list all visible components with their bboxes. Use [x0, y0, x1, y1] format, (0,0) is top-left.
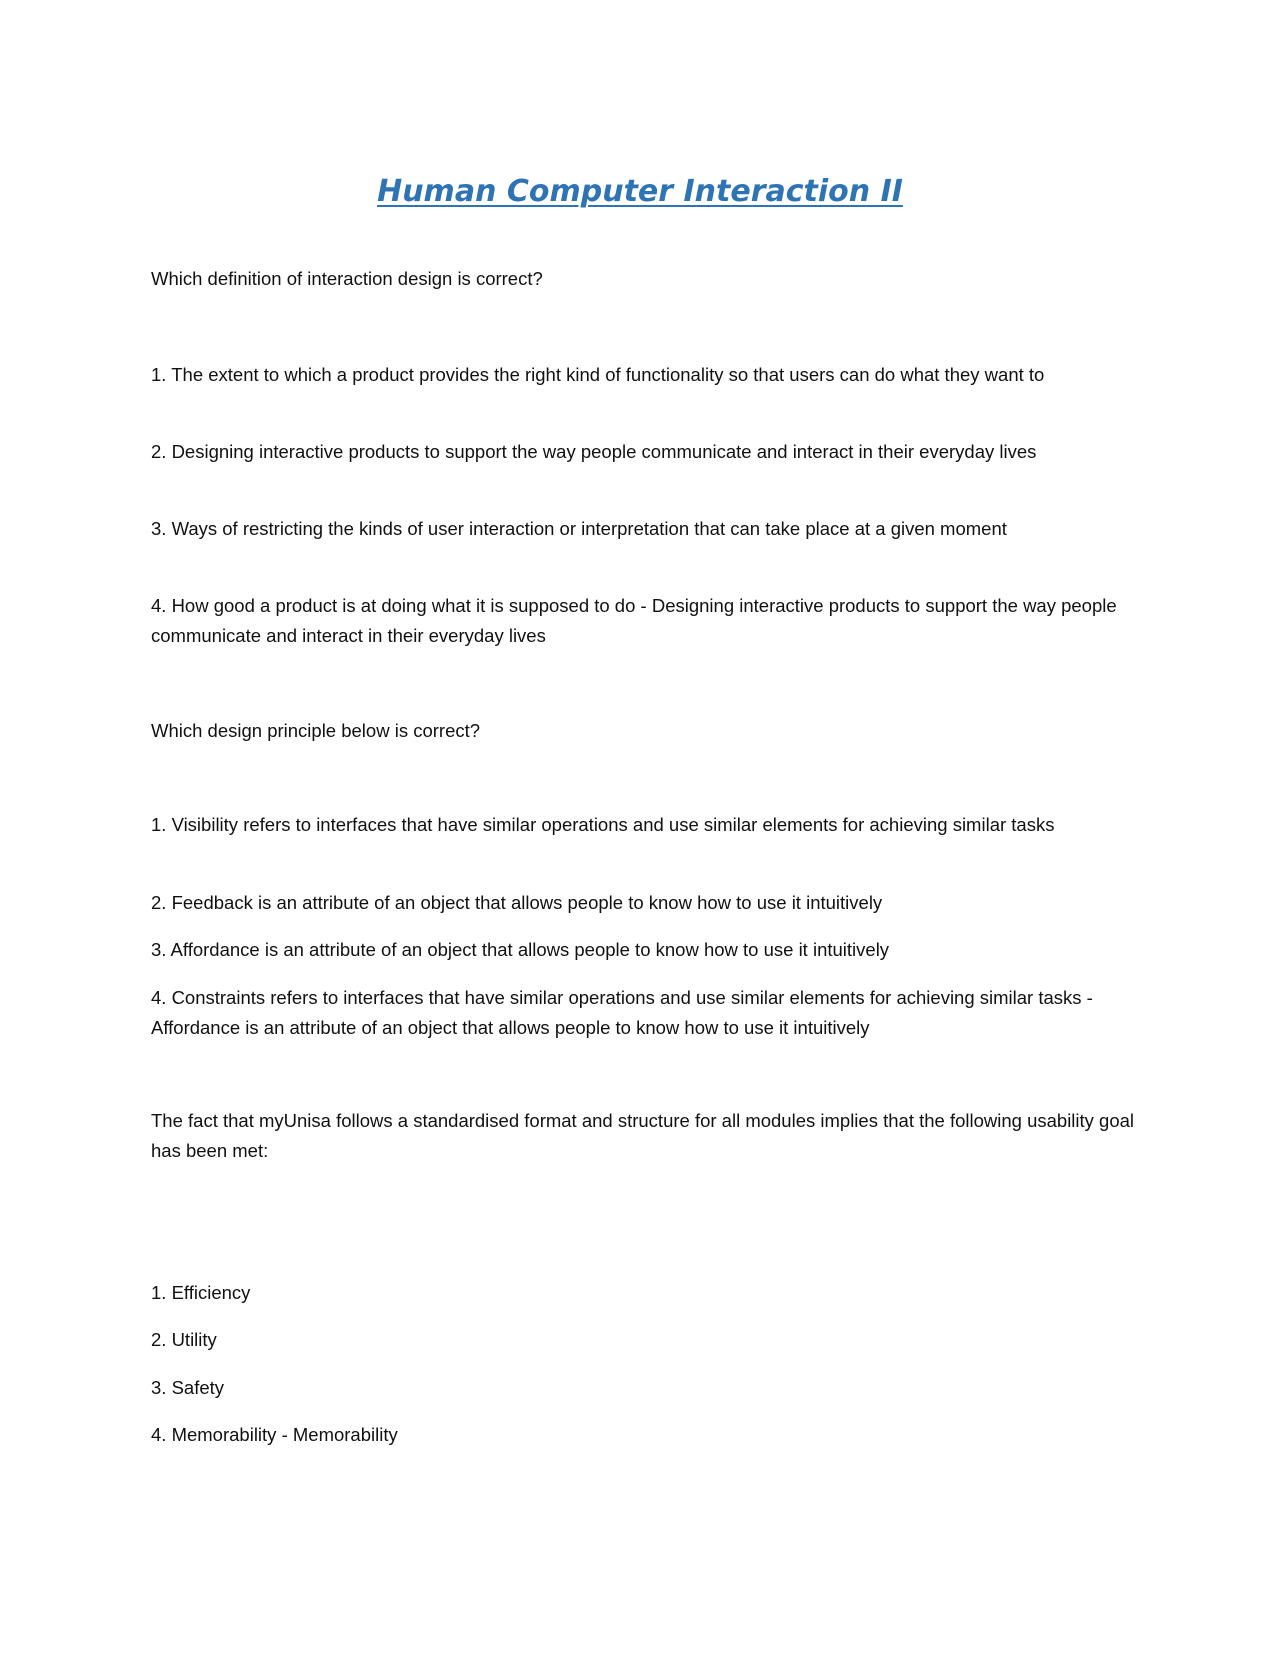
q2-option-1: 1. Visibility refers to interfaces that have similar operations and use similar elements for achieving similar tasks [151, 814, 1055, 835]
document-title [0, 174, 1280, 209]
q1-option-2: 2. Designing interactive products to support the way people communicate and interact in their everyday lives [151, 441, 1037, 462]
q3-option-1: 1. Efficiency [151, 1282, 251, 1303]
q1-option-1: 1. The extent to which a product provides the right kind of functionality so that users can do what they want to [151, 364, 1045, 385]
question-3: The fact that myUnisa follows a standardised format and structure for all modules implies that the following usability goal has been met: [151, 1110, 1135, 1161]
q3-option-2: 2. Utility [151, 1329, 217, 1350]
q3-option-3: 3. Safety [151, 1377, 225, 1398]
q1-option-4: 4. How good a product is at doing what it is supposed to do - Designing interactive products to support the way people communicate and interact in their everyday lives [151, 595, 1117, 646]
q2-option-4: 4. Constraints refers to interfaces that have similar operations and use similar elements for achieving similar tasks - Affordance is an attribute of an object that allows people to know how to use it intuitively [151, 987, 1093, 1038]
question-2: Which design principle below is correct? [151, 720, 481, 741]
q2-option-3: 3. Affordance is an attribute of an object that allows people to know how to use it intuitively [151, 939, 890, 960]
q2-option-2: 2. Feedback is an attribute of an object that allows people to know how to use it intuitively [151, 892, 883, 913]
title-text: Human Computer Interaction II [377, 174, 903, 209]
question-1: Which definition of interaction design is correct? [151, 268, 543, 289]
q1-option-3: 3. Ways of restricting the kinds of user interaction or interpretation that can take place at a given moment [151, 518, 1007, 539]
q3-option-4: 4. Memorability - Memorability [151, 1424, 398, 1445]
